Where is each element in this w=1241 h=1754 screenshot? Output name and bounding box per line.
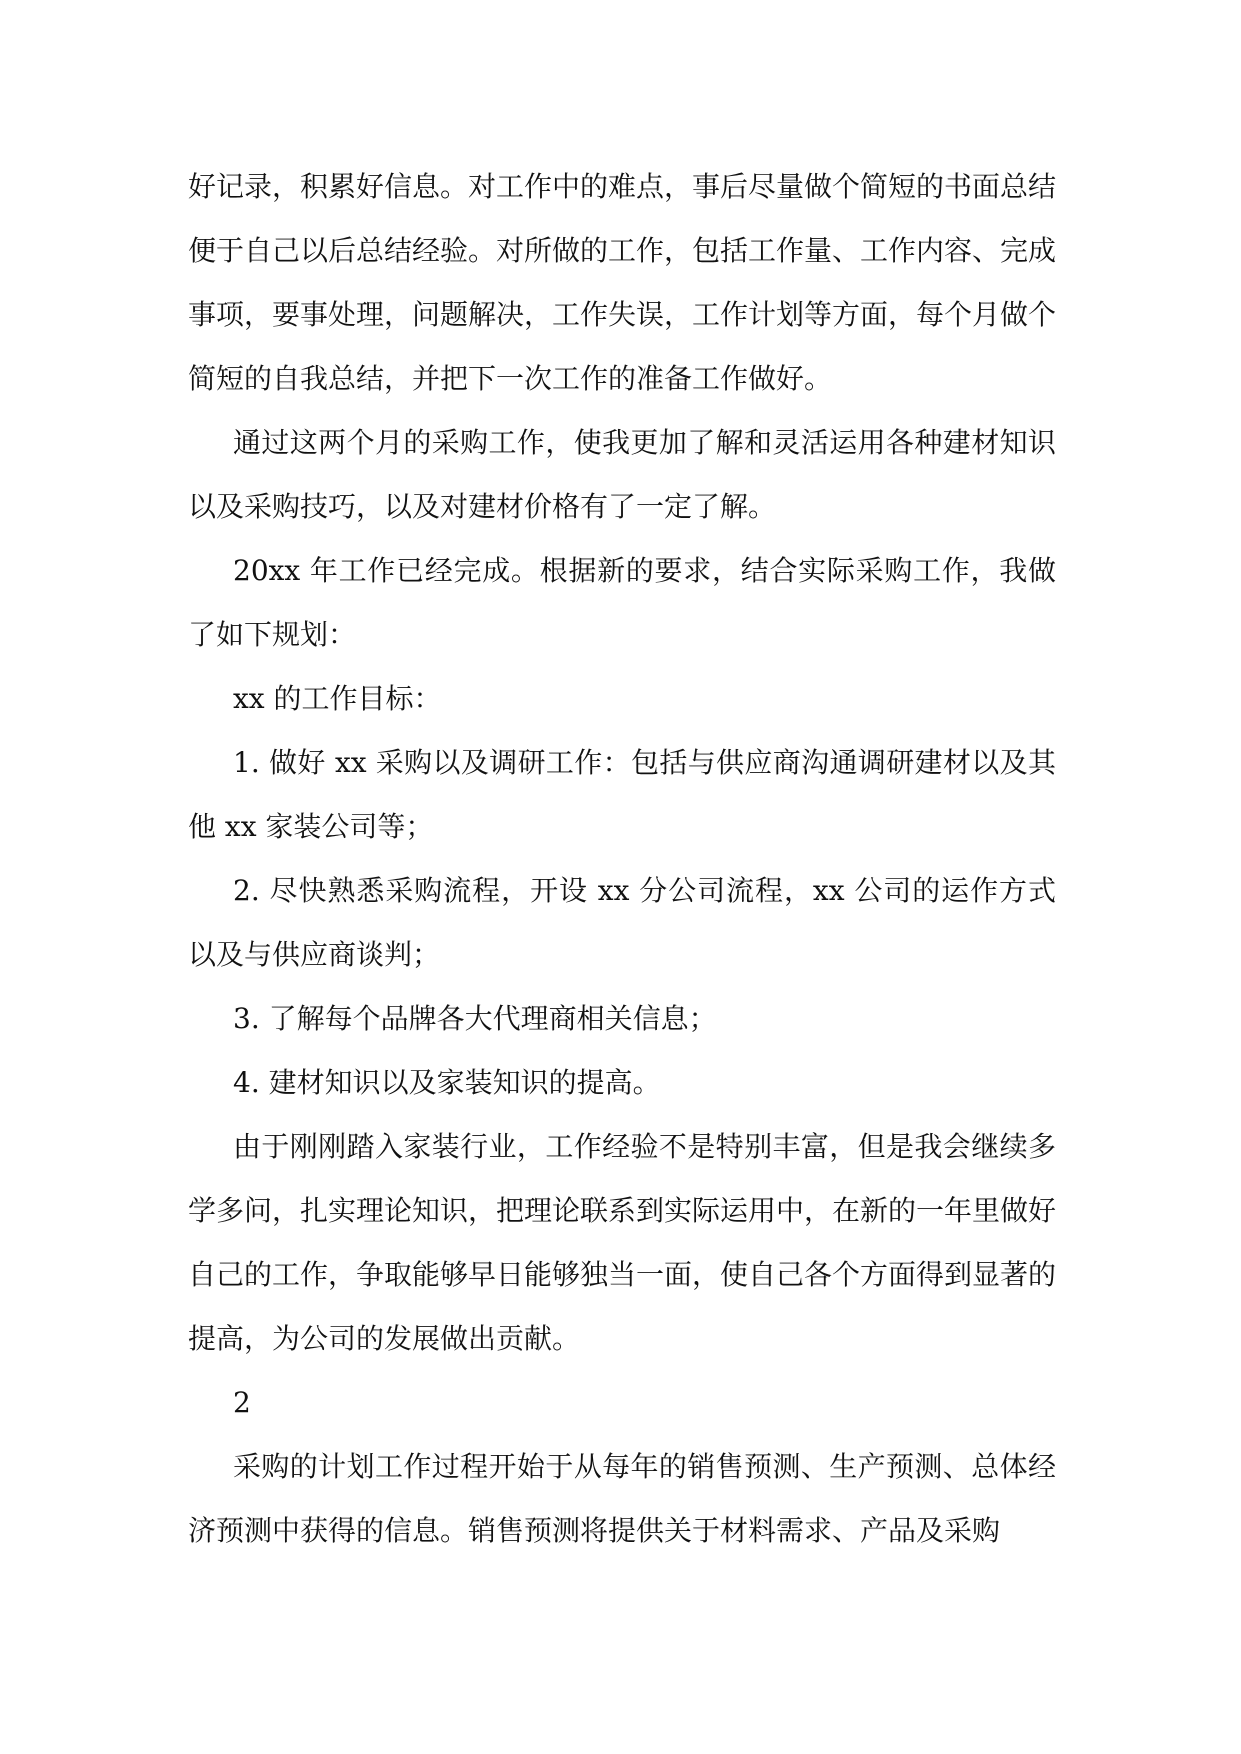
section-number: 2 [233, 1386, 251, 1419]
list-item: 3. 了解每个品牌各大代理商相关信息； [233, 1002, 717, 1035]
section-heading: xx 的工作目标： [233, 682, 442, 715]
paragraph: 20xx 年工作已经完成。根据新的要求，结合实际采购工作，我做了如下规划： [188, 554, 1056, 651]
paragraph: 好记录，积累好信息。对工作中的难点，事后尽量做个简短的书面总结便于自己以后总结经验。对所做的工作，包括工作量、工作内容、完成事项，要事处理，问题解决，工作失误，工作计划等方面，每个月做个简短的自我总结，并把下一次工作的准备工作做好。 [188, 170, 1057, 395]
list-item: 2. 尽快熟悉采购流程，开设 xx 分公司流程，xx 公司的运作方式以及与供应商谈判； [188, 874, 1056, 971]
paragraph: 采购的计划工作过程开始于从每年的销售预测、生产预测、总体经济预测中获得的信息。销售预测将提供关于材料需求、产品及采购 [188, 1450, 1056, 1547]
paragraph: 通过这两个月的采购工作，使我更加了解和灵活运用各种建材知识以及采购技巧，以及对建材价格有了一定了解。 [188, 426, 1056, 523]
list-item: 1. 做好 xx 采购以及调研工作：包括与供应商沟通调研建材以及其他 xx 家装公司等； [188, 746, 1056, 843]
list-item: 4. 建材知识以及家装知识的提高。 [233, 1066, 661, 1099]
document-body [188, 155, 1056, 1563]
paragraph: 由于刚刚踏入家装行业，工作经验不是特别丰富，但是我会继续多学多问，扎实理论知识，把理论联系到实际运用中，在新的一年里做好自己的工作，争取能够早日能够独当一面，使自己各个方面得到显著的提高，为公司的发展做出贡献。 [188, 1130, 1057, 1355]
